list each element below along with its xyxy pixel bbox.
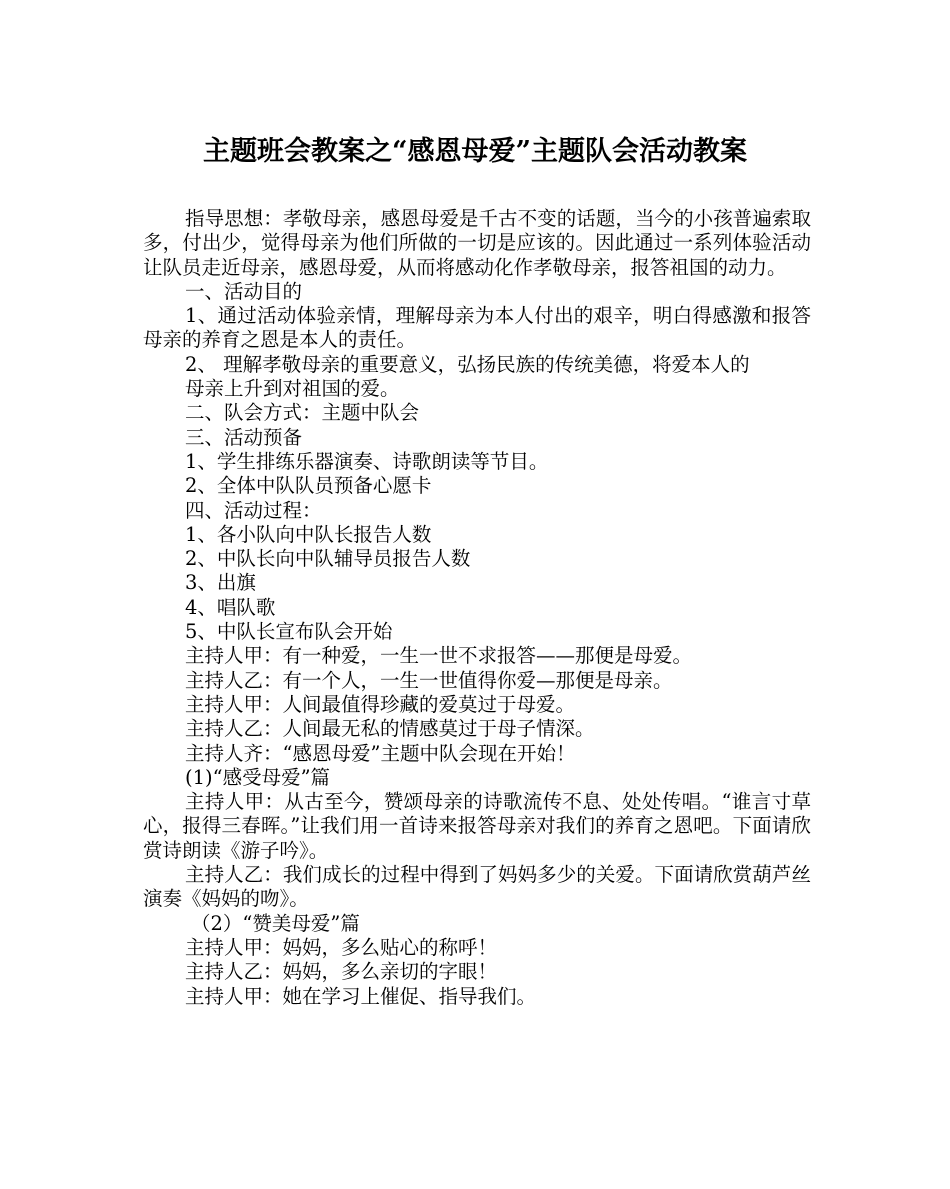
paragraph: 母亲上升到对祖国的爱。 <box>185 377 400 401</box>
section-heading: 一、活动目的 <box>185 279 303 303</box>
list-item: 4、唱队歌 <box>185 595 276 619</box>
document-body <box>143 207 811 1009</box>
paragraph: 1、通过活动体验亲情，理解母亲为本人付出的艰辛，明白得感激和报答母亲的养育之恩是本人的责任。 <box>143 304 811 352</box>
dialogue-line: 主持人乙：人间最无私的情感莫过于母子情深。 <box>185 717 595 741</box>
page-title: 主题班会教案之“感恩母爱”主题队会活动教案 <box>202 136 748 167</box>
list-item: 3、出旗 <box>185 571 256 595</box>
section-heading: 二、队会方式：主题中队会 <box>185 401 420 425</box>
dialogue-line: 主持人乙：有一个人，一生一世值得你爱—那便是母亲。 <box>185 668 673 692</box>
dialogue-line: 主持人甲：妈妈，多么贴心的称呼！ <box>185 935 498 959</box>
paragraph: 2、 理解孝敬母亲的重要意义，弘扬民族的传统美德，将爱本人的 <box>185 352 750 376</box>
list-item: 2、全体中队队员预备心愿卡 <box>185 474 432 498</box>
dialogue-line: 主持人甲：从古至今，赞颂母亲的诗歌流传不息、处处传唱。“谁言寸草心，报得三春晖。”让我们用一首诗来报答母亲对我们的养育之恩吧。下面请欣赏诗朗读《游子吟》。 <box>143 790 811 862</box>
list-item: 1、学生排练乐器演奏、诗歌朗读等节目。 <box>185 449 549 473</box>
dialogue-line: 主持人乙：妈妈，多么亲切的字眼！ <box>185 960 498 984</box>
dialogue-line: 主持人甲：她在学习上催促、指导我们。 <box>185 984 537 1008</box>
subsection-heading: （2）“赞美母爱”篇 <box>191 911 360 935</box>
list-item: 5、中队长宣布队会开始 <box>185 620 393 644</box>
paragraph: 指导思想：孝敬母亲，感恩母爱是千古不变的话题，当今的小孩普遍索取多，付出少，觉得母亲为他们所做的一切是应该的。因此通过一系列体验活动让队员走近母亲，感恩母爱，从而将感动化作孝敬母亲，报答祖国的动力。 <box>143 207 811 279</box>
dialogue-line: 主持人甲：有一种爱，一生一世不求报答——那便是母爱。 <box>185 644 693 668</box>
dialogue-line: 主持人齐：“感恩母爱”主题中队会现在开始！ <box>185 741 576 765</box>
section-heading: 四、活动过程： <box>185 498 322 522</box>
list-item: 1、各小队向中队长报告人数 <box>185 522 432 546</box>
subsection-heading: (1)“感受母爱”篇 <box>185 765 331 789</box>
dialogue-line: 主持人乙：我们成长的过程中得到了妈妈多少的关爱。下面请欣赏葫芦丝演奏《妈妈的吻》。 <box>143 863 811 911</box>
section-heading: 三、活动预备 <box>185 425 303 449</box>
list-item: 2、中队长向中队辅导员报告人数 <box>185 547 471 571</box>
dialogue-line: 主持人甲：人间最值得珍藏的爱莫过于母爱。 <box>185 692 576 716</box>
